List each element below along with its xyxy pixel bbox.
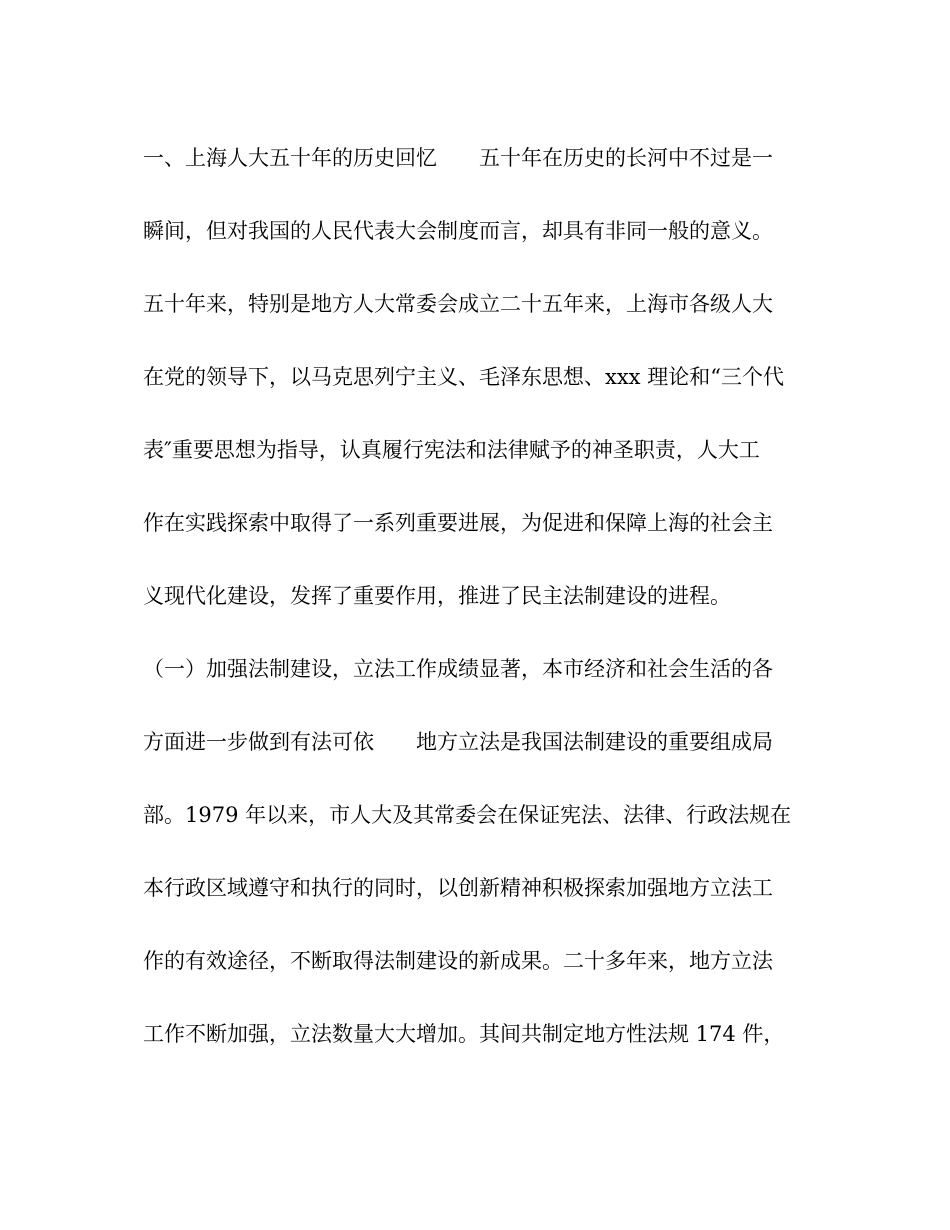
text-line: 瞬间，但对我国的人民代表大会制度而言，却具有非同一般的意义。 [143,219,773,243]
text-line: 一、上海人大五十年的历史回忆 五十年在历史的长河中不过是一 [143,146,773,170]
body-text [143,140,823,1089]
text-line: 方面进一步做到有法可依 地方立法是我国法制建设的重要组成局 [143,730,773,754]
text-line: 工作不断加强，立法数量大大增加。其间共制定地方性法规 174 件， [143,1022,785,1046]
text-line: 义现代化建设，发挥了重要作用，推进了民主法制建设的进程。 [143,584,731,608]
text-line: （一）加强法制建设，立法工作成绩显著，本市经济和社会生活的各 [143,657,773,681]
text-line: 在党的领导下，以马克思列宁主义、毛泽东思想、xxx 理论和“三个代 [143,365,784,389]
text-line: 部。1979 年以来，市人大及其常委会在保证宪法、法律、行政法规在 [143,803,792,827]
text-line: 作在实践探索中取得了一系列重要进展，为促进和保障上海的社会主 [143,511,773,535]
text-line: 本行政区域遵守和执行的同时，以创新精神积极探索加强地方立法工 [143,876,773,900]
text-line: 五十年来，特别是地方人大常委会成立二十五年来，上海市各级人大 [143,292,773,316]
text-line: 作的有效途径，不断取得法制建设的新成果。二十多年来，地方立法 [143,949,773,973]
text-line: 表″重要思想为指导，认真履行宪法和法律赋予的神圣职责，人大工 [143,438,760,462]
